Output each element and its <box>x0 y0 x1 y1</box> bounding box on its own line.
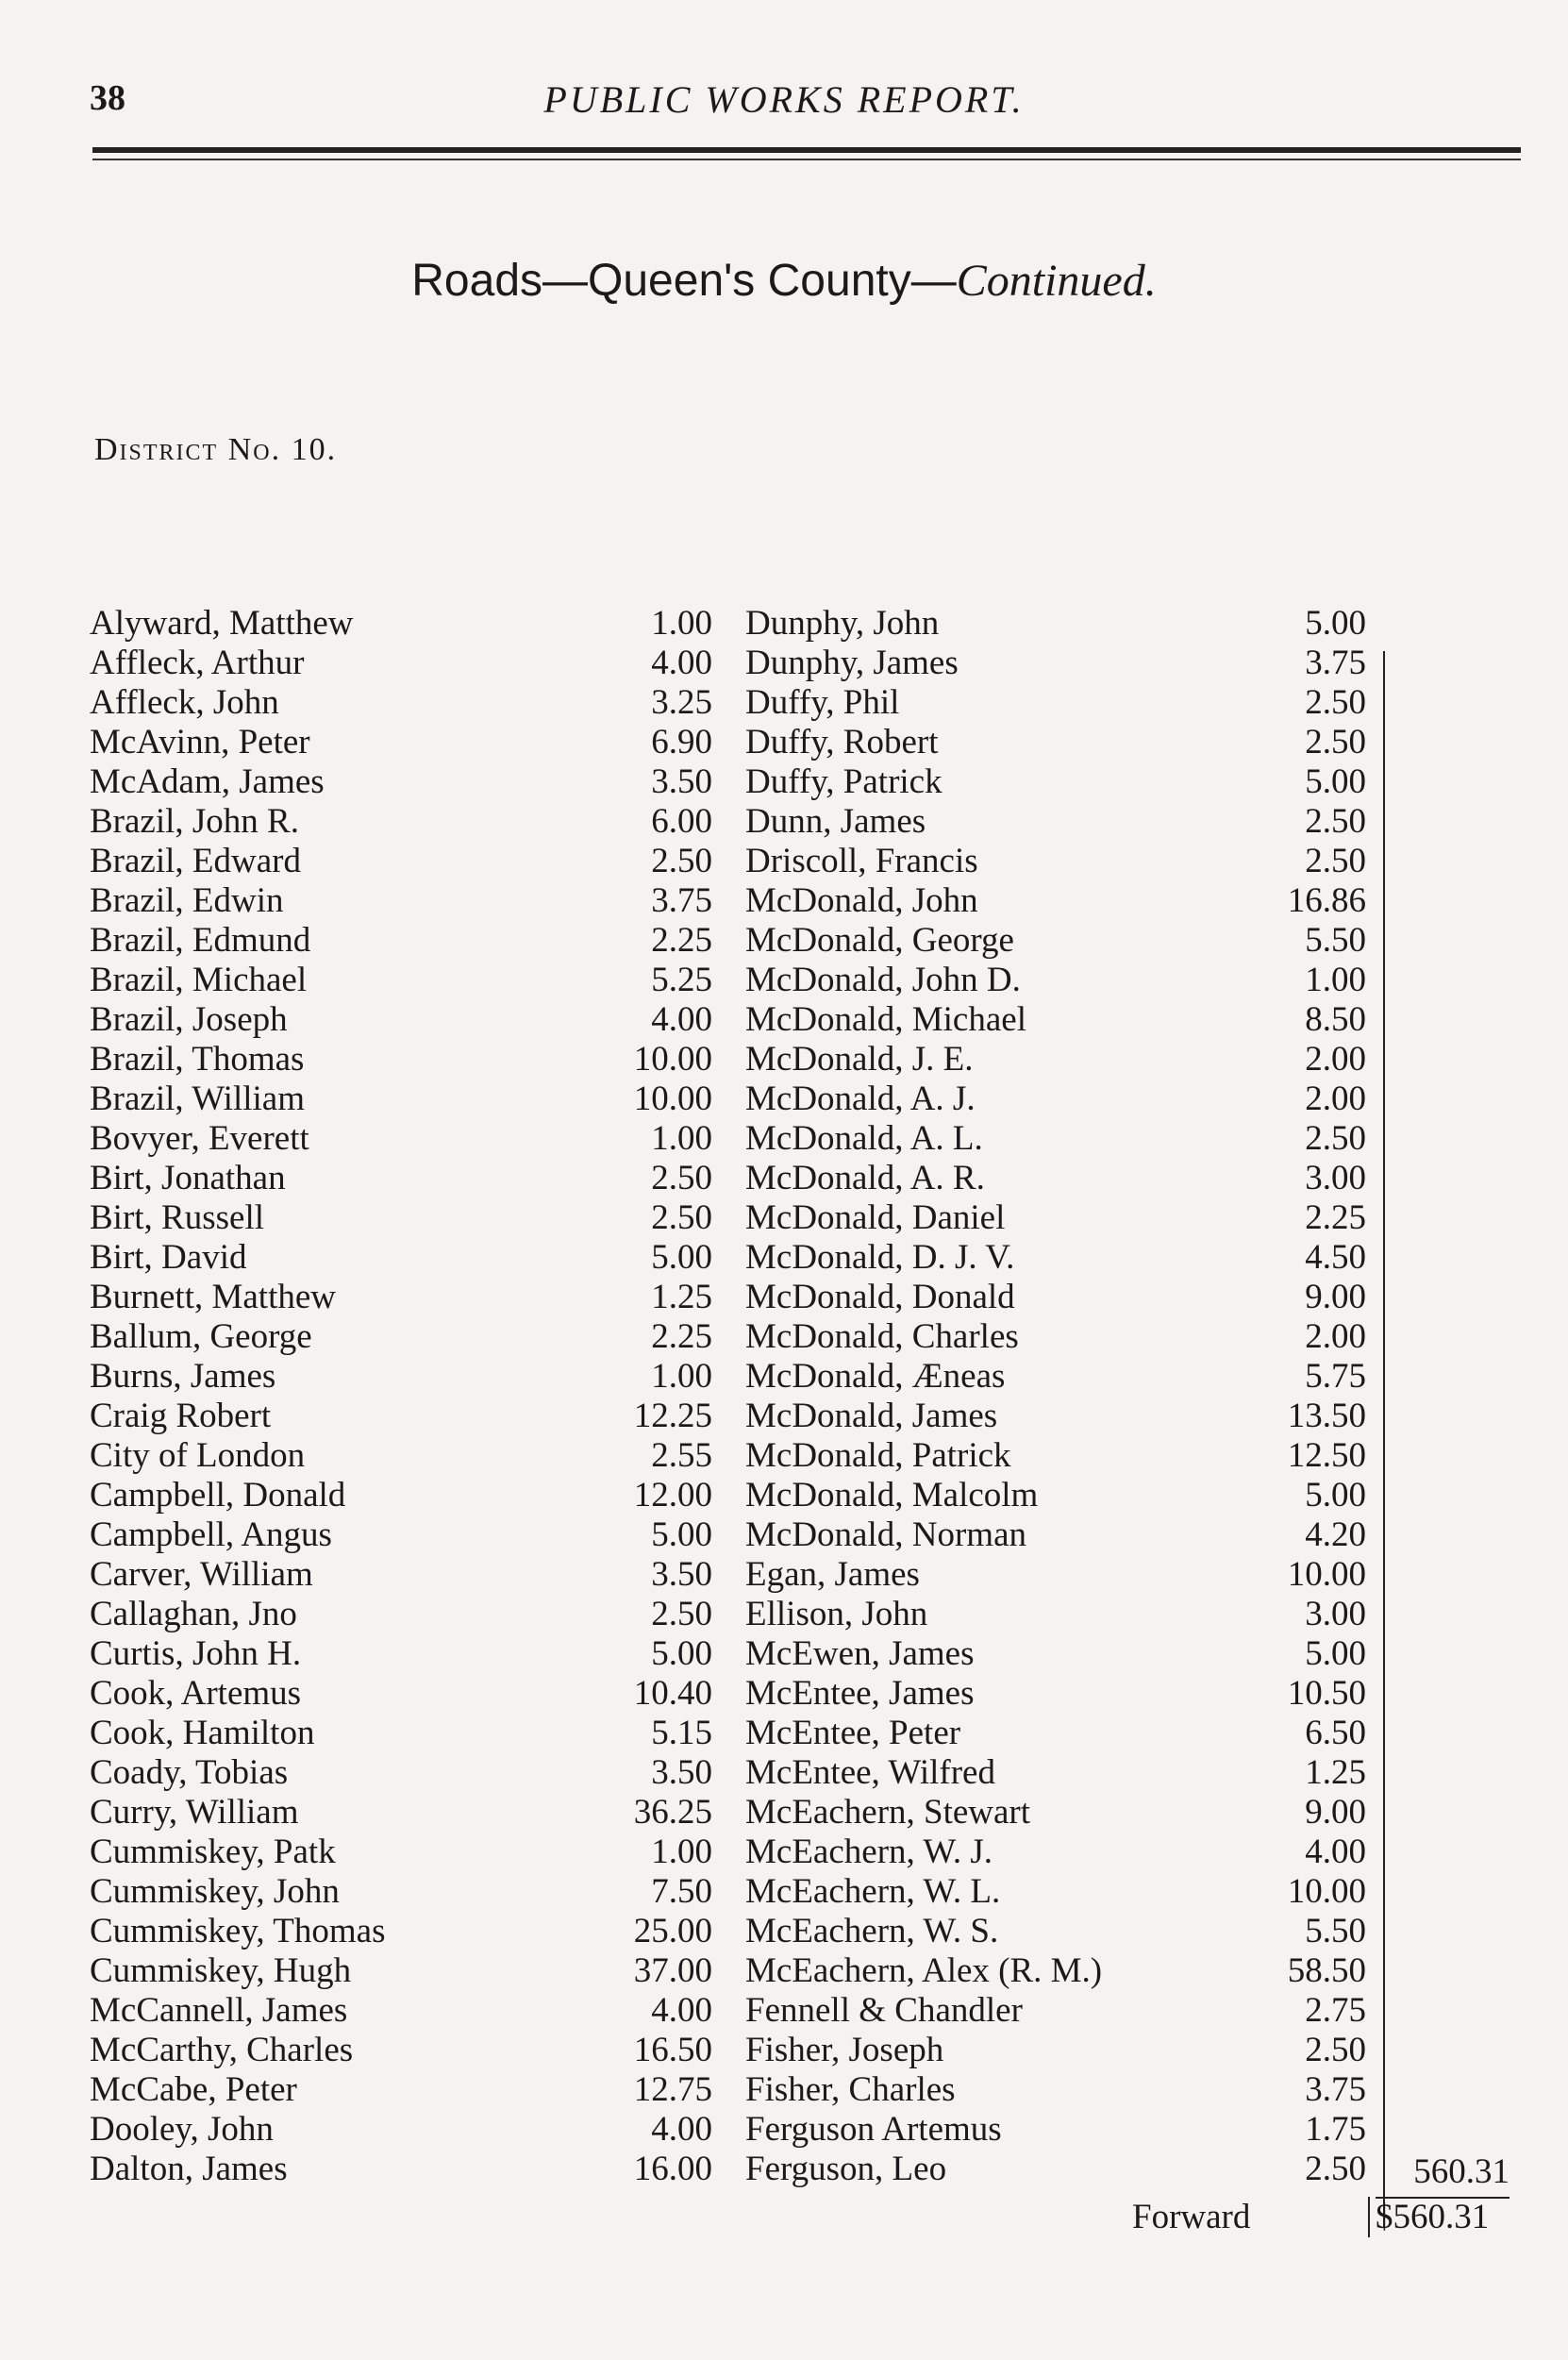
entry-name: Curtis, John H. <box>90 1634 302 1673</box>
entry-amount: 1.75 <box>1305 2110 1366 2149</box>
entry-amount: 1.00 <box>651 604 712 643</box>
ledger-row <box>745 2031 1387 2070</box>
left-column <box>90 604 712 2189</box>
entry-name: Brazil, John R. <box>90 802 299 841</box>
entry-name: Callaghan, Jno <box>90 1595 297 1633</box>
entry-amount: 10.40 <box>633 1674 712 1713</box>
entry-name: Brazil, Michael <box>90 961 308 999</box>
ledger-row <box>90 1793 712 1833</box>
entry-amount: 4.00 <box>651 644 712 682</box>
entry-name: McDonald, Donald <box>745 1278 1015 1316</box>
ledger-row <box>745 1436 1387 1476</box>
ledger-row <box>745 1793 1387 1833</box>
entry-amount: 10.00 <box>1287 1555 1366 1594</box>
entry-amount: 37.00 <box>633 1951 712 1990</box>
entry-name: Affleck, John <box>90 683 279 722</box>
ledger-row <box>745 1515 1387 1555</box>
entry-amount: 10.00 <box>1287 1872 1366 1911</box>
ledger-row <box>90 1357 712 1397</box>
header-rule-thin <box>92 159 1521 160</box>
entry-amount: 3.75 <box>1305 644 1366 682</box>
page-number: 38 <box>90 78 125 118</box>
ledger-row <box>745 1674 1387 1714</box>
ledger-row <box>745 2110 1387 2150</box>
ledger-row <box>90 1238 712 1278</box>
entry-amount: 2.00 <box>1305 1040 1366 1079</box>
entry-name: Brazil, Joseph <box>90 1000 288 1039</box>
ledger-row <box>90 683 712 723</box>
entry-name: Alyward, Matthew <box>90 604 354 643</box>
entry-amount: 36.25 <box>633 1793 712 1832</box>
entry-name: McDonald, Patrick <box>745 1436 1011 1475</box>
entry-amount: 5.00 <box>651 1515 712 1554</box>
ledger-row <box>90 762 712 802</box>
entry-amount: 2.00 <box>1305 1317 1366 1356</box>
entry-name: Brazil, Edmund <box>90 921 311 960</box>
entry-amount: 2.75 <box>1305 1991 1366 2030</box>
entry-amount: 4.00 <box>651 1000 712 1039</box>
ledger-row <box>745 842 1387 881</box>
column-rule <box>1383 651 1385 2227</box>
ledger-row <box>745 1238 1387 1278</box>
section-title-main: Roads—Queen's County— <box>411 256 957 306</box>
entry-amount: 12.25 <box>633 1397 712 1435</box>
ledger-row <box>90 1159 712 1198</box>
ledger-row <box>90 1080 712 1119</box>
entry-amount: 2.50 <box>651 842 712 880</box>
ledger-row <box>90 1317 712 1357</box>
entry-amount: 2.00 <box>1305 1080 1366 1118</box>
entry-amount: 2.50 <box>1305 2031 1366 2069</box>
entry-name: McCabe, Peter <box>90 2070 297 2109</box>
entry-name: Birt, Russell <box>90 1198 265 1237</box>
ledger-row <box>90 802 712 842</box>
ledger-row <box>745 1198 1387 1238</box>
ledger-row <box>745 881 1387 921</box>
ledger-row <box>90 1436 712 1476</box>
entry-name: Cummiskey, Hugh <box>90 1951 352 1990</box>
entry-amount: 16.86 <box>1287 881 1366 920</box>
entry-amount: 3.50 <box>651 762 712 801</box>
entry-name: McCannell, James <box>90 1991 348 2030</box>
entry-name: Campbell, Angus <box>90 1515 332 1554</box>
entry-name: Duffy, Phil <box>745 683 900 722</box>
entry-name: Dooley, John <box>90 2110 274 2149</box>
entry-amount: 6.00 <box>651 802 712 841</box>
entry-amount: 9.00 <box>1305 1278 1366 1316</box>
ledger-row <box>90 1040 712 1080</box>
ledger-row <box>745 1595 1387 1634</box>
entry-amount: 6.90 <box>651 723 712 762</box>
entry-amount: 3.50 <box>651 1555 712 1594</box>
entry-amount: 25.00 <box>633 1912 712 1950</box>
ledger-row <box>745 1080 1387 1119</box>
entry-name: McCarthy, Charles <box>90 2031 354 2069</box>
entry-amount: 1.25 <box>651 1278 712 1316</box>
ledger-row <box>90 1991 712 2031</box>
entry-amount: 2.50 <box>651 1159 712 1197</box>
ledger-row <box>90 1119 712 1159</box>
entry-amount: 1.00 <box>651 1833 712 1871</box>
entry-name: Duffy, Patrick <box>745 762 942 801</box>
entry-amount: 2.50 <box>1305 1119 1366 1158</box>
entry-amount: 1.00 <box>651 1119 712 1158</box>
entry-amount: 3.50 <box>651 1753 712 1792</box>
district-heading: District No. 10. <box>94 432 338 467</box>
entry-amount: 2.25 <box>651 921 712 960</box>
entry-amount: 5.00 <box>651 1634 712 1673</box>
ledger-row <box>90 723 712 762</box>
entry-amount: 3.00 <box>1305 1595 1366 1633</box>
entry-name: McEachern, W. S. <box>745 1912 999 1950</box>
ledger-row <box>745 1476 1387 1515</box>
entry-amount: 3.75 <box>1305 2070 1366 2109</box>
ledger-row <box>90 1278 712 1317</box>
ledger-row <box>745 2150 1387 2189</box>
entry-amount: 2.50 <box>651 1595 712 1633</box>
ledger-row <box>745 1278 1387 1317</box>
entry-name: Cook, Hamilton <box>90 1714 315 1752</box>
ledger-row <box>745 1119 1387 1159</box>
entry-amount: 12.75 <box>633 2070 712 2109</box>
ledger-row <box>90 1912 712 1951</box>
entry-name: McDonald, Æneas <box>745 1357 1006 1396</box>
entry-amount: 5.00 <box>1305 604 1366 643</box>
entry-name: Cook, Artemus <box>90 1674 302 1713</box>
ledger-row <box>90 1198 712 1238</box>
entry-name: Brazil, Edwin <box>90 881 284 920</box>
entry-name: Burns, James <box>90 1357 276 1396</box>
entry-amount: 5.50 <box>1305 921 1366 960</box>
entry-name: McDonald, A. J. <box>745 1080 976 1118</box>
ledger-row <box>90 1833 712 1872</box>
ledger-row <box>745 1555 1387 1595</box>
entry-name: Bovyer, Everett <box>90 1119 309 1158</box>
entry-amount: 2.50 <box>1305 842 1366 880</box>
ledger-row <box>745 1634 1387 1674</box>
ledger-row <box>90 1595 712 1634</box>
entry-amount: 5.00 <box>1305 1634 1366 1673</box>
ledger-row <box>745 683 1387 723</box>
entry-name: Dalton, James <box>90 2150 288 2188</box>
entry-name: Driscoll, Francis <box>745 842 978 880</box>
ledger-row <box>90 2110 712 2150</box>
entry-name: City of London <box>90 1436 306 1475</box>
entry-name: McEachern, W. J. <box>745 1833 993 1871</box>
entry-name: McDonald, J. E. <box>745 1040 974 1079</box>
entry-amount: 6.50 <box>1305 1714 1366 1752</box>
entry-amount: 5.15 <box>651 1714 712 1752</box>
ledger-row <box>90 1634 712 1674</box>
ledger-row <box>90 1000 712 1040</box>
ledger-row <box>745 1991 1387 2031</box>
entry-amount: 1.25 <box>1305 1753 1366 1792</box>
entry-name: McEwen, James <box>745 1634 975 1673</box>
entry-name: Dunphy, James <box>745 644 959 682</box>
entry-name: McAdam, James <box>90 762 325 801</box>
ledger-row <box>90 921 712 961</box>
entry-name: McDonald, Daniel <box>745 1198 1006 1237</box>
entry-name: McDonald, John D. <box>745 961 1021 999</box>
entry-amount: 3.25 <box>651 683 712 722</box>
ledger-row <box>90 644 712 683</box>
entry-amount: 12.50 <box>1287 1436 1366 1475</box>
ledger-row <box>90 1872 712 1912</box>
entry-name: McDonald, A. R. <box>745 1159 985 1197</box>
entry-amount: 2.25 <box>651 1317 712 1356</box>
entry-amount: 5.00 <box>651 1238 712 1277</box>
entry-amount: 4.00 <box>651 2110 712 2149</box>
entry-amount: 5.50 <box>1305 1912 1366 1950</box>
ledger-row <box>745 644 1387 683</box>
ledger-row <box>745 1912 1387 1951</box>
entry-amount: 16.50 <box>633 2031 712 2069</box>
entry-name: McEachern, W. L. <box>745 1872 1001 1911</box>
entry-amount: 5.25 <box>651 961 712 999</box>
ledger-row <box>745 1040 1387 1080</box>
ledger-row <box>745 921 1387 961</box>
header-rule-thick <box>92 147 1521 153</box>
ledger-row <box>90 881 712 921</box>
ledger-row <box>745 961 1387 1000</box>
entry-name: McEachern, Stewart <box>745 1793 1031 1832</box>
ledger-row <box>90 1476 712 1515</box>
entry-name: McDonald, Michael <box>745 1000 1026 1039</box>
entry-name: McDonald, George <box>745 921 1014 960</box>
entry-name: Curry, William <box>90 1793 299 1832</box>
entry-name: McDonald, D. J. V. <box>745 1238 1015 1277</box>
entry-name: McDonald, Malcolm <box>745 1476 1039 1515</box>
entry-name: McEntee, Peter <box>745 1714 961 1752</box>
column-total: 560.31 <box>1413 2152 1510 2191</box>
entry-name: McDonald, Charles <box>745 1317 1019 1356</box>
entry-name: McEntee, Wilfred <box>745 1753 995 1792</box>
ledger-row <box>90 604 712 644</box>
entry-name: Dunphy, John <box>745 604 940 643</box>
entry-amount: 5.00 <box>1305 1476 1366 1515</box>
entry-name: McDonald, John <box>745 881 978 920</box>
entry-amount: 7.50 <box>651 1872 712 1911</box>
entry-amount: 3.75 <box>651 881 712 920</box>
ledger-row <box>90 1515 712 1555</box>
entry-amount: 10.00 <box>633 1040 712 1079</box>
entry-name: Fennell & Chandler <box>745 1991 1023 2030</box>
entry-amount: 2.50 <box>1305 802 1366 841</box>
section-title <box>0 255 1568 307</box>
entry-name: McDonald, A. L. <box>745 1119 983 1158</box>
forward-amount: $560.31 <box>1368 2197 1489 2237</box>
entry-name: Cummiskey, Patk <box>90 1833 336 1871</box>
forward-label: Forward <box>1132 2198 1251 2236</box>
running-title: PUBLIC WORKS REPORT. <box>543 78 1025 121</box>
entry-amount: 3.00 <box>1305 1159 1366 1197</box>
entry-name: McAvinn, Peter <box>90 723 310 762</box>
entry-name: Birt, Jonathan <box>90 1159 286 1197</box>
entry-amount: 2.25 <box>1305 1198 1366 1237</box>
ledger-row <box>90 842 712 881</box>
entry-name: Fisher, Joseph <box>745 2031 944 2069</box>
entry-amount: 12.00 <box>633 1476 712 1515</box>
ledger-row <box>745 1357 1387 1397</box>
entry-amount: 9.00 <box>1305 1793 1366 1832</box>
entry-amount: 1.00 <box>651 1357 712 1396</box>
entry-name: Ellison, John <box>745 1595 928 1633</box>
entry-name: Carver, William <box>90 1555 313 1594</box>
entry-amount: 13.50 <box>1287 1397 1366 1435</box>
ledger-row <box>90 1714 712 1753</box>
entry-name: Affleck, Arthur <box>90 644 305 682</box>
entry-name: Egan, James <box>745 1555 920 1594</box>
entry-name: Burnett, Matthew <box>90 1278 337 1316</box>
entry-name: Ballum, George <box>90 1317 312 1356</box>
entry-amount: 10.50 <box>1287 1674 1366 1713</box>
ledger-row <box>90 2070 712 2110</box>
ledger-row <box>745 1159 1387 1198</box>
ledger-row <box>745 1397 1387 1436</box>
entry-name: McDonald, Norman <box>745 1515 1026 1554</box>
entry-name: Fisher, Charles <box>745 2070 956 2109</box>
ledger-row <box>90 2031 712 2070</box>
entry-amount: 2.50 <box>1305 683 1366 722</box>
ledger-row <box>90 1753 712 1793</box>
ledger-row <box>745 802 1387 842</box>
entry-name: Duffy, Robert <box>745 723 939 762</box>
entry-name: McEachern, Alex (R. M.) <box>745 1951 1103 1990</box>
right-column <box>745 604 1387 2189</box>
entry-amount: 4.00 <box>651 1991 712 2030</box>
entry-amount: 5.00 <box>1305 762 1366 801</box>
ledger-row <box>745 2070 1387 2110</box>
entry-amount: 2.55 <box>651 1436 712 1475</box>
entry-name: Cummiskey, Thomas <box>90 1912 386 1950</box>
ledger-row <box>90 2150 712 2189</box>
ledger-row <box>90 1555 712 1595</box>
entry-amount: 1.00 <box>1305 961 1366 999</box>
entry-name: McEntee, James <box>745 1674 975 1713</box>
entry-name: Cummiskey, John <box>90 1872 340 1911</box>
ledger-row <box>90 1951 712 1991</box>
entry-amount: 2.50 <box>1305 723 1366 762</box>
entry-amount: 4.50 <box>1305 1238 1366 1277</box>
entry-amount: 10.00 <box>633 1080 712 1118</box>
entry-name: Brazil, Edward <box>90 842 301 880</box>
entry-amount: 16.00 <box>633 2150 712 2188</box>
entry-name: Ferguson, Leo <box>745 2150 947 2188</box>
entry-name: Birt, David <box>90 1238 247 1277</box>
ledger-row <box>745 1833 1387 1872</box>
entry-name: Brazil, Thomas <box>90 1040 305 1079</box>
entry-amount: 2.50 <box>1305 2150 1366 2188</box>
entry-name: McDonald, James <box>745 1397 998 1435</box>
entry-amount: 8.50 <box>1305 1000 1366 1039</box>
entry-name: Coady, Tobias <box>90 1753 289 1792</box>
ledger-row <box>745 604 1387 644</box>
entry-amount: 4.00 <box>1305 1833 1366 1871</box>
ledger-row <box>745 1872 1387 1912</box>
entry-amount: 4.20 <box>1305 1515 1366 1554</box>
entry-name: Ferguson Artemus <box>745 2110 1002 2149</box>
ledger-row <box>745 1714 1387 1753</box>
ledger-row <box>90 1397 712 1436</box>
ledger-row <box>745 1951 1387 1991</box>
entry-amount: 58.50 <box>1287 1951 1366 1990</box>
entry-amount: 5.75 <box>1305 1357 1366 1396</box>
ledger-row <box>745 1000 1387 1040</box>
entry-name: Campbell, Donald <box>90 1476 346 1515</box>
ledger-row <box>745 762 1387 802</box>
ledger-row <box>745 1317 1387 1357</box>
entry-amount: 2.50 <box>651 1198 712 1237</box>
ledger-row <box>90 961 712 1000</box>
entry-name: Dunn, James <box>745 802 926 841</box>
ledger-row <box>90 1674 712 1714</box>
ledger-row <box>745 723 1387 762</box>
entry-name: Craig Robert <box>90 1397 272 1435</box>
section-title-continued: Continued. <box>956 256 1157 306</box>
entry-name: Brazil, William <box>90 1080 305 1118</box>
ledger-row <box>745 1753 1387 1793</box>
